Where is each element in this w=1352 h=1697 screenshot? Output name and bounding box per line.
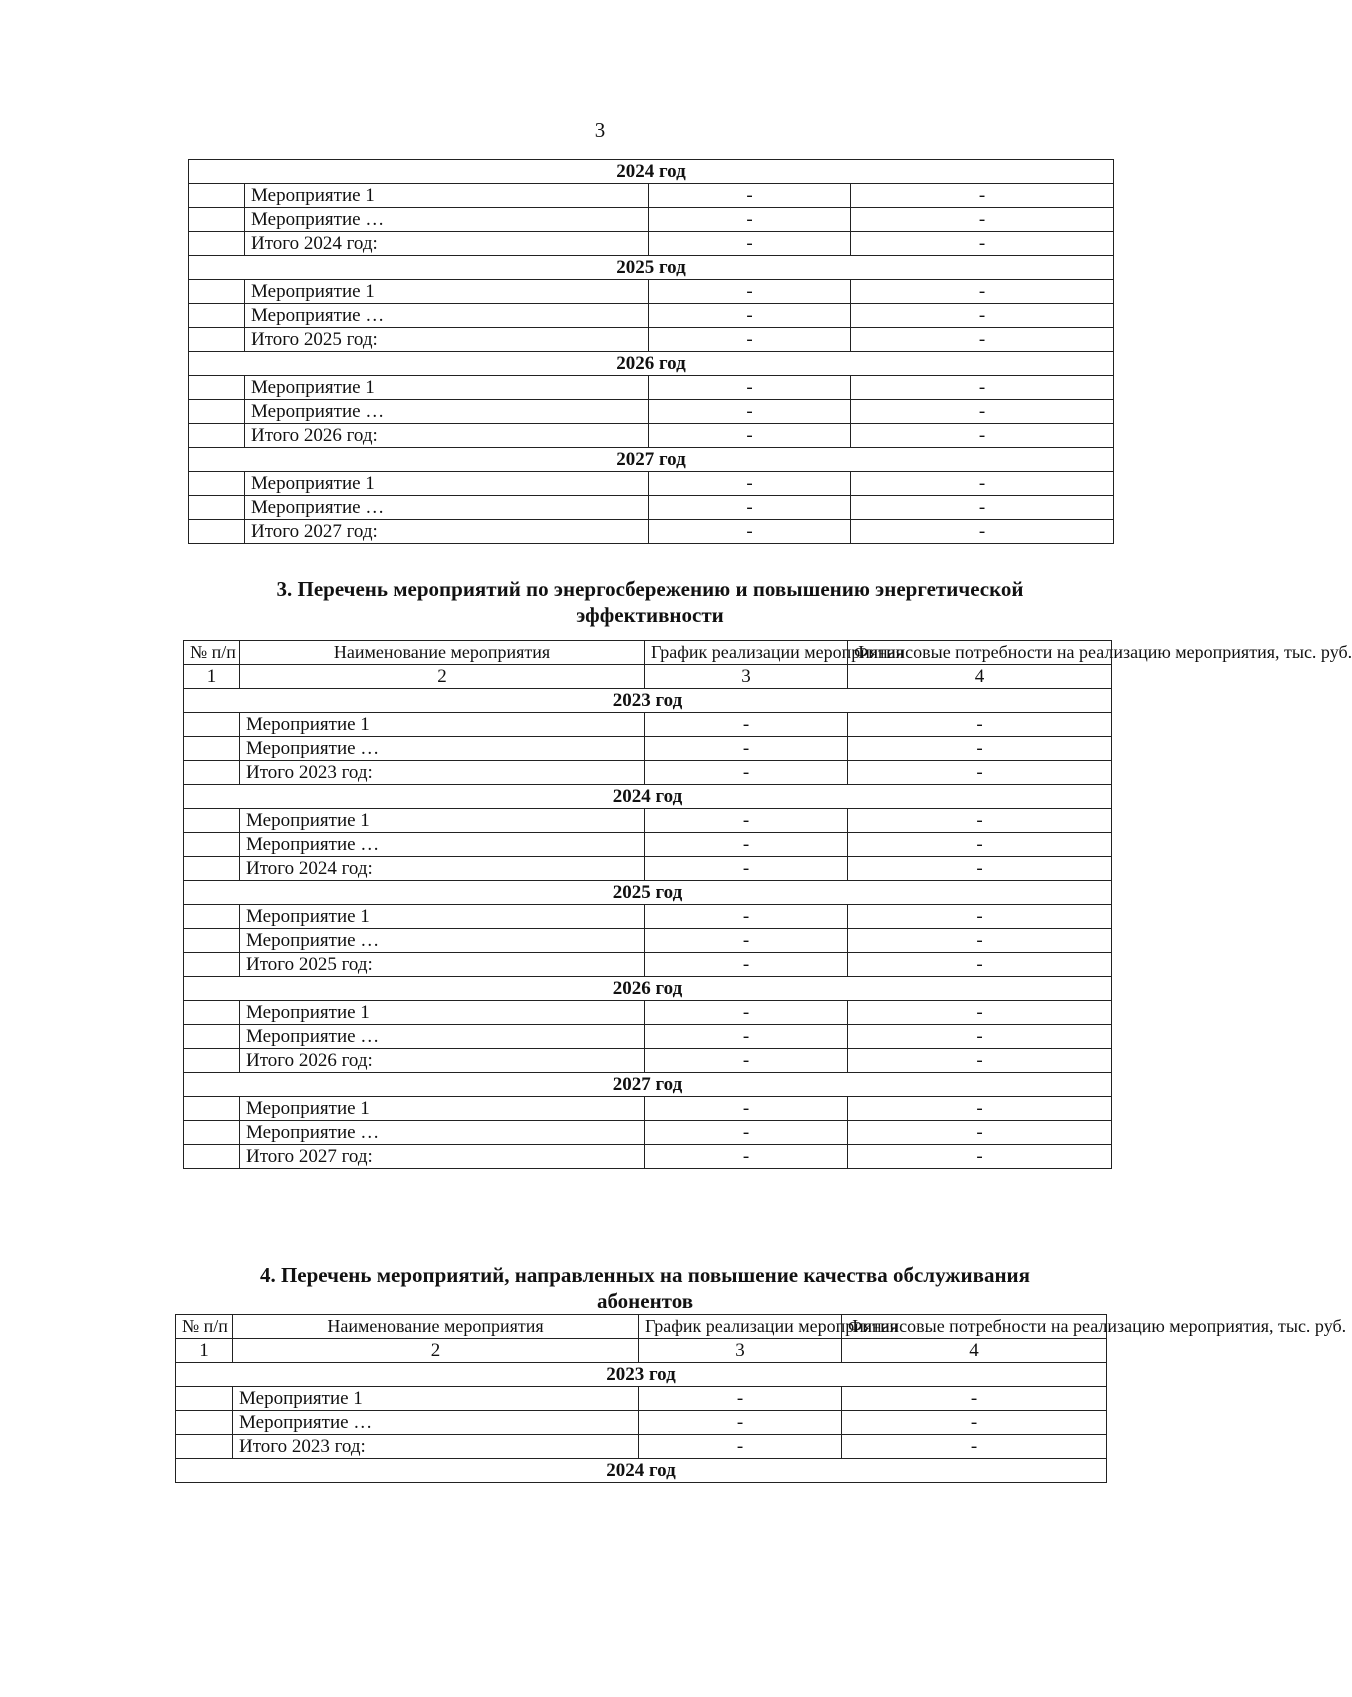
index-cell — [189, 496, 245, 520]
index-cell — [184, 929, 240, 953]
total-row — [184, 761, 1112, 785]
section4-title-line2: абонентов — [596, 1289, 694, 1313]
finance-cell: - — [848, 713, 1112, 737]
total-label: Итого 2024 год: — [245, 232, 649, 256]
activity-name: Мероприятие … — [245, 304, 649, 328]
finance-cell: - — [848, 737, 1112, 761]
total-label: Итого 2027 год: — [245, 520, 649, 544]
schedule-cell: - — [649, 520, 851, 544]
year-row — [189, 256, 1114, 280]
schedule-cell: - — [639, 1387, 842, 1411]
index-cell — [184, 1145, 240, 1169]
activity-name: Мероприятие … — [233, 1411, 639, 1435]
schedule-cell: - — [645, 833, 848, 857]
finance-cell: - — [848, 905, 1112, 929]
finance-cell: - — [851, 424, 1114, 448]
finance-cell: - — [848, 1049, 1112, 1073]
header-finance: Финансовые потребности на реализацию мероприятия, тыс. руб. — [848, 641, 1112, 665]
activity-name: Мероприятие 1 — [240, 809, 645, 833]
total-label: Итого 2023 год: — [240, 761, 645, 785]
schedule-cell: - — [645, 1097, 848, 1121]
finance-cell: - — [848, 929, 1112, 953]
column-number-row — [176, 1339, 1107, 1363]
section3-title — [180, 576, 1120, 628]
table-row — [189, 304, 1114, 328]
year-row — [189, 352, 1114, 376]
finance-cell: - — [848, 953, 1112, 977]
activity-name: Мероприятие 1 — [233, 1387, 639, 1411]
year-row — [184, 977, 1112, 1001]
activity-name: Мероприятие … — [245, 208, 649, 232]
finance-cell: - — [848, 1121, 1112, 1145]
section3-title-line1: 3. Перечень мероприятий по энергосбережению и повышению энергетической — [276, 577, 1024, 601]
total-label: Итого 2025 год: — [240, 953, 645, 977]
total-label: Итого 2024 год: — [240, 857, 645, 881]
table-row — [189, 472, 1114, 496]
total-row — [184, 953, 1112, 977]
activity-name: Мероприятие 1 — [245, 376, 649, 400]
schedule-cell: - — [649, 232, 851, 256]
finance-cell: - — [842, 1435, 1107, 1459]
column-number: 1 — [184, 665, 240, 689]
table-row — [184, 1097, 1112, 1121]
schedule-cell: - — [649, 424, 851, 448]
finance-cell: - — [848, 1145, 1112, 1169]
schedule-cell: - — [645, 1145, 848, 1169]
activity-name: Мероприятие 1 — [245, 472, 649, 496]
schedule-cell: - — [645, 1001, 848, 1025]
index-cell — [189, 424, 245, 448]
year-label: 2023 год — [176, 1363, 1107, 1387]
finance-cell: - — [851, 472, 1114, 496]
index-cell — [184, 1121, 240, 1145]
header-number: № п/п — [176, 1315, 233, 1339]
year-row — [184, 785, 1112, 809]
column-number: 4 — [848, 665, 1112, 689]
table-row — [176, 1411, 1107, 1435]
total-row — [184, 857, 1112, 881]
column-number: 3 — [645, 665, 848, 689]
table-row — [184, 737, 1112, 761]
index-cell — [189, 328, 245, 352]
schedule-cell: - — [645, 761, 848, 785]
schedule-cell: - — [649, 208, 851, 232]
year-label: 2027 год — [184, 1073, 1112, 1097]
index-cell — [184, 953, 240, 977]
index-cell — [189, 376, 245, 400]
year-label: 2023 год — [184, 689, 1112, 713]
schedule-cell: - — [645, 929, 848, 953]
finance-cell: - — [851, 376, 1114, 400]
schedule-cell: - — [649, 376, 851, 400]
table-row — [184, 905, 1112, 929]
activity-name: Мероприятие 1 — [240, 713, 645, 737]
finance-cell: - — [848, 761, 1112, 785]
column-number: 4 — [842, 1339, 1107, 1363]
finance-cell: - — [842, 1411, 1107, 1435]
schedule-cell: - — [649, 184, 851, 208]
year-row — [184, 689, 1112, 713]
index-cell — [189, 472, 245, 496]
column-number: 2 — [233, 1339, 639, 1363]
section4-title-line1: 4. Перечень мероприятий, направленных на повышение качества обслуживания — [259, 1263, 1031, 1287]
schedule-cell: - — [649, 472, 851, 496]
schedule-cell: - — [645, 857, 848, 881]
header-row — [176, 1315, 1107, 1339]
index-cell — [184, 1097, 240, 1121]
table-section4 — [175, 1314, 1347, 1483]
schedule-cell: - — [649, 328, 851, 352]
total-label: Итого 2026 год: — [240, 1049, 645, 1073]
index-cell — [184, 857, 240, 881]
page-number: 3 — [594, 118, 606, 142]
activity-name: Мероприятие 1 — [240, 905, 645, 929]
year-label: 2026 год — [189, 352, 1114, 376]
table-row — [184, 833, 1112, 857]
table-row — [184, 713, 1112, 737]
column-number: 1 — [176, 1339, 233, 1363]
section4-title — [175, 1262, 1115, 1314]
total-row — [184, 1049, 1112, 1073]
table-row — [189, 208, 1114, 232]
header-row — [184, 641, 1112, 665]
header-name: Наименование мероприятия — [240, 641, 645, 665]
schedule-cell: - — [639, 1411, 842, 1435]
index-cell — [184, 713, 240, 737]
total-row — [189, 520, 1114, 544]
year-row — [176, 1363, 1107, 1387]
total-row — [189, 424, 1114, 448]
table-row — [184, 1025, 1112, 1049]
index-cell — [184, 809, 240, 833]
header-finance: Финансовые потребности на реализацию мероприятия, тыс. руб. — [842, 1315, 1107, 1339]
schedule-cell: - — [645, 713, 848, 737]
index-cell — [184, 833, 240, 857]
index-cell — [176, 1387, 233, 1411]
year-label: 2024 год — [184, 785, 1112, 809]
column-number: 2 — [240, 665, 645, 689]
activity-name: Мероприятие … — [240, 833, 645, 857]
total-row — [189, 328, 1114, 352]
year-row — [189, 448, 1114, 472]
activity-name: Мероприятие 1 — [245, 184, 649, 208]
finance-cell: - — [842, 1387, 1107, 1411]
index-cell — [184, 1001, 240, 1025]
activity-name: Мероприятие … — [245, 400, 649, 424]
finance-cell: - — [848, 1025, 1112, 1049]
activity-name: Мероприятие … — [240, 929, 645, 953]
index-cell — [189, 280, 245, 304]
activity-name: Мероприятие … — [245, 496, 649, 520]
total-row — [189, 232, 1114, 256]
finance-cell: - — [851, 184, 1114, 208]
schedule-cell: - — [649, 400, 851, 424]
activity-name: Мероприятие … — [240, 1121, 645, 1145]
table-row — [184, 929, 1112, 953]
table-row — [176, 1387, 1107, 1411]
schedule-cell: - — [649, 280, 851, 304]
table-row — [189, 496, 1114, 520]
table-row — [189, 280, 1114, 304]
year-label: 2024 год — [189, 160, 1114, 184]
schedule-cell: - — [639, 1435, 842, 1459]
finance-cell: - — [851, 520, 1114, 544]
table-section3 — [183, 640, 1352, 1169]
finance-cell: - — [851, 208, 1114, 232]
finance-cell: - — [851, 400, 1114, 424]
total-row — [176, 1435, 1107, 1459]
year-row — [176, 1459, 1107, 1483]
header-schedule: График реализации мероприятия — [639, 1315, 842, 1339]
index-cell — [184, 737, 240, 761]
index-cell — [184, 1025, 240, 1049]
table-top — [188, 159, 1114, 544]
schedule-cell: - — [645, 1025, 848, 1049]
table-row — [184, 809, 1112, 833]
table-row — [184, 1121, 1112, 1145]
column-number: 3 — [639, 1339, 842, 1363]
schedule-cell: - — [645, 905, 848, 929]
year-row — [184, 881, 1112, 905]
column-number-row — [184, 665, 1112, 689]
schedule-cell: - — [645, 1049, 848, 1073]
index-cell — [184, 761, 240, 785]
total-label: Итого 2025 год: — [245, 328, 649, 352]
finance-cell: - — [851, 496, 1114, 520]
index-cell — [189, 184, 245, 208]
year-label: 2025 год — [184, 881, 1112, 905]
index-cell — [189, 304, 245, 328]
index-cell — [189, 520, 245, 544]
schedule-cell: - — [645, 809, 848, 833]
activity-name: Мероприятие 1 — [245, 280, 649, 304]
year-label: 2024 год — [176, 1459, 1107, 1483]
finance-cell: - — [848, 857, 1112, 881]
year-label: 2027 год — [189, 448, 1114, 472]
activity-name: Мероприятие … — [240, 1025, 645, 1049]
schedule-cell: - — [645, 953, 848, 977]
index-cell — [189, 400, 245, 424]
index-cell — [184, 1049, 240, 1073]
index-cell — [176, 1411, 233, 1435]
finance-cell: - — [851, 232, 1114, 256]
year-label: 2025 год — [189, 256, 1114, 280]
year-row — [184, 1073, 1112, 1097]
finance-cell: - — [848, 833, 1112, 857]
total-label: Итого 2026 год: — [245, 424, 649, 448]
year-label: 2026 год — [184, 977, 1112, 1001]
activity-name: Мероприятие … — [240, 737, 645, 761]
finance-cell: - — [851, 280, 1114, 304]
finance-cell: - — [851, 328, 1114, 352]
year-row — [189, 160, 1114, 184]
total-label: Итого 2023 год: — [233, 1435, 639, 1459]
activity-name: Мероприятие 1 — [240, 1001, 645, 1025]
header-name: Наименование мероприятия — [233, 1315, 639, 1339]
index-cell — [184, 905, 240, 929]
total-label: Итого 2027 год: — [240, 1145, 645, 1169]
index-cell — [189, 208, 245, 232]
table-row — [189, 400, 1114, 424]
finance-cell: - — [848, 1001, 1112, 1025]
total-row — [184, 1145, 1112, 1169]
index-cell — [176, 1435, 233, 1459]
activity-name: Мероприятие 1 — [240, 1097, 645, 1121]
finance-cell: - — [848, 809, 1112, 833]
schedule-cell: - — [649, 496, 851, 520]
schedule-cell: - — [645, 1121, 848, 1145]
finance-cell: - — [851, 304, 1114, 328]
table-row — [184, 1001, 1112, 1025]
section3-title-line2: эффективности — [576, 603, 724, 627]
finance-cell: - — [848, 1097, 1112, 1121]
schedule-cell: - — [645, 737, 848, 761]
header-schedule: График реализации мероприятия — [645, 641, 848, 665]
table-row — [189, 184, 1114, 208]
schedule-cell: - — [649, 304, 851, 328]
table-row — [189, 376, 1114, 400]
index-cell — [189, 232, 245, 256]
header-number: № п/п — [184, 641, 240, 665]
